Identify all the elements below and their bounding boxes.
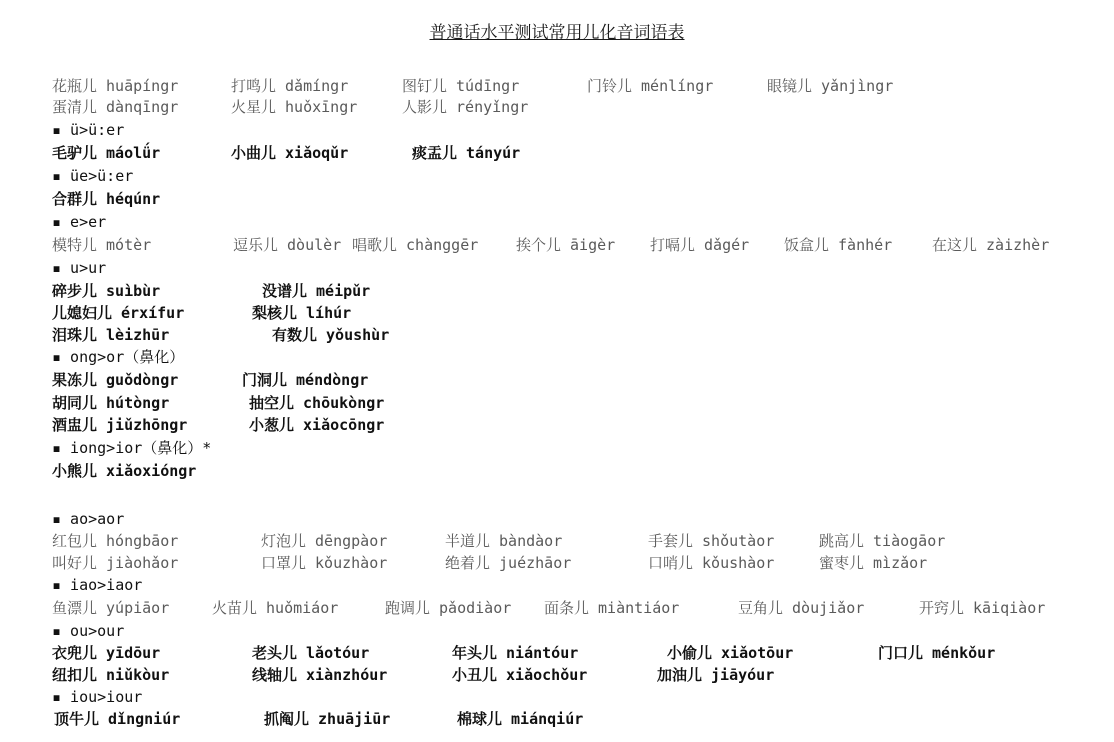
word-entry: 小曲儿 xiǎoqǔr: [231, 144, 349, 162]
word-entry: 儿媳妇儿 érxífur: [52, 304, 185, 322]
word-entry: 跳高儿 tiàogāor: [819, 532, 946, 550]
word-entry: 逗乐儿 dòulèr: [233, 236, 342, 254]
word-entry: 棉球儿 miánqiúr: [457, 710, 584, 728]
word-entry: 人影儿 rényǐngr: [402, 98, 529, 116]
word-entry: 线轴儿 xiànzhóur: [252, 666, 388, 684]
word-entry: 小熊儿 xiǎoxióngr: [52, 462, 197, 480]
section-header: ▪ e>er: [52, 213, 107, 231]
word-entry: 饭盒儿 fànhér: [784, 236, 893, 254]
word-entry: 图钉儿 túdīngr: [402, 77, 520, 95]
word-entry: 叫好儿 jiàohǎor: [52, 554, 179, 572]
word-entry: 年头儿 niántóur: [452, 644, 579, 662]
word-entry: 毛驴儿 máolǘr: [52, 144, 161, 162]
word-entry: 顶牛儿 dǐngniúr: [54, 710, 181, 728]
section-header: ▪ ü>ü:er: [52, 121, 125, 139]
word-entry: 加油儿 jiāyóur: [657, 666, 775, 684]
word-entry: 口罩儿 kǒuzhàor: [261, 554, 388, 572]
word-entry: 门洞儿 méndòngr: [242, 371, 369, 389]
word-entry: 碎步儿 suìbùr: [52, 282, 161, 300]
word-entry: 纽扣儿 niǔkòur: [52, 666, 170, 684]
word-entry: 口哨儿 kǒushàor: [648, 554, 775, 572]
word-entry: 抓阄儿 zhuājiūr: [264, 710, 391, 728]
section-header: ▪ ao>aor: [52, 510, 125, 528]
word-entry: 泪珠儿 lèizhūr: [52, 326, 170, 344]
word-entry: 胡同儿 hútòngr: [52, 394, 170, 412]
word-entry: 抽空儿 chōukòngr: [249, 394, 385, 412]
word-entry: 唱歌儿 chànggēr: [352, 236, 479, 254]
word-entry: 火苗儿 huǒmiáor: [212, 599, 339, 617]
word-entry: 绝着儿 juézhāor: [445, 554, 572, 572]
section-header: ▪ iou>iour: [52, 688, 143, 706]
word-entry: 酒盅儿 jiǔzhōngr: [52, 416, 188, 434]
word-entry: 灯泡儿 dēngpàor: [261, 532, 388, 550]
word-entry: 小葱儿 xiǎocōngr: [249, 416, 385, 434]
word-entry: 跑调儿 pǎodiàor: [385, 599, 512, 617]
word-entry: 在这儿 zàizhèr: [932, 236, 1050, 254]
word-entry: 眼镜儿 yǎnjìngr: [767, 77, 894, 95]
word-entry: 打鸣儿 dǎmíngr: [231, 77, 349, 95]
word-entry: 没谱儿 méipǔr: [262, 282, 371, 300]
word-entry: 鱼漂儿 yúpiāor: [52, 599, 170, 617]
word-entry: 老头儿 lǎotóur: [252, 644, 370, 662]
word-entry: 合群儿 héqúnr: [52, 190, 161, 208]
word-entry: 模特儿 mótèr: [52, 236, 152, 254]
word-entry: 蛋清儿 dànqīngr: [52, 98, 179, 116]
word-entry: 蜜枣儿 mìzǎor: [819, 554, 928, 572]
word-entry: 花瓶儿 huāpíngr: [52, 77, 179, 95]
word-entry: 手套儿 shǒutàor: [648, 532, 775, 550]
word-entry: 小偷儿 xiǎotōur: [667, 644, 794, 662]
section-header: ▪ üe>ü:er: [52, 167, 134, 185]
word-entry: 果冻儿 guǒdòngr: [52, 371, 179, 389]
section-header: ▪ iong>ior（鼻化）*: [52, 439, 212, 457]
word-entry: 挨个儿 āigèr: [516, 236, 616, 254]
word-entry: 面条儿 miàntiáor: [544, 599, 680, 617]
word-entry: 梨核儿 líhúr: [252, 304, 352, 322]
word-entry: 有数儿 yǒushùr: [272, 326, 390, 344]
word-entry: 豆角儿 dòujiǎor: [738, 599, 865, 617]
word-entry: 红包儿 hóngbāor: [52, 532, 179, 550]
page-title: 普通话水平测试常用儿化音词语表: [429, 23, 685, 43]
section-header: ▪ iao>iaor: [52, 576, 143, 594]
word-entry: 开窍儿 kāiqiàor: [919, 599, 1046, 617]
word-entry: 衣兜儿 yīdōur: [52, 644, 161, 662]
word-entry: 火星儿 huǒxīngr: [231, 98, 358, 116]
section-header: ▪ u>ur: [52, 259, 107, 277]
word-entry: 门口儿 ménkǒur: [878, 644, 996, 662]
word-entry: 半道儿 bàndàor: [445, 532, 563, 550]
word-entry: 小丑儿 xiǎochǒur: [452, 666, 588, 684]
word-entry: 打嗝儿 dǎgér: [650, 236, 750, 254]
section-header: ▪ ou>our: [52, 622, 125, 640]
section-header: ▪ ong>or（鼻化）: [52, 348, 185, 366]
word-entry: 门铃儿 ménlíngr: [587, 77, 714, 95]
word-entry: 痰盂儿 tányúr: [412, 144, 521, 162]
